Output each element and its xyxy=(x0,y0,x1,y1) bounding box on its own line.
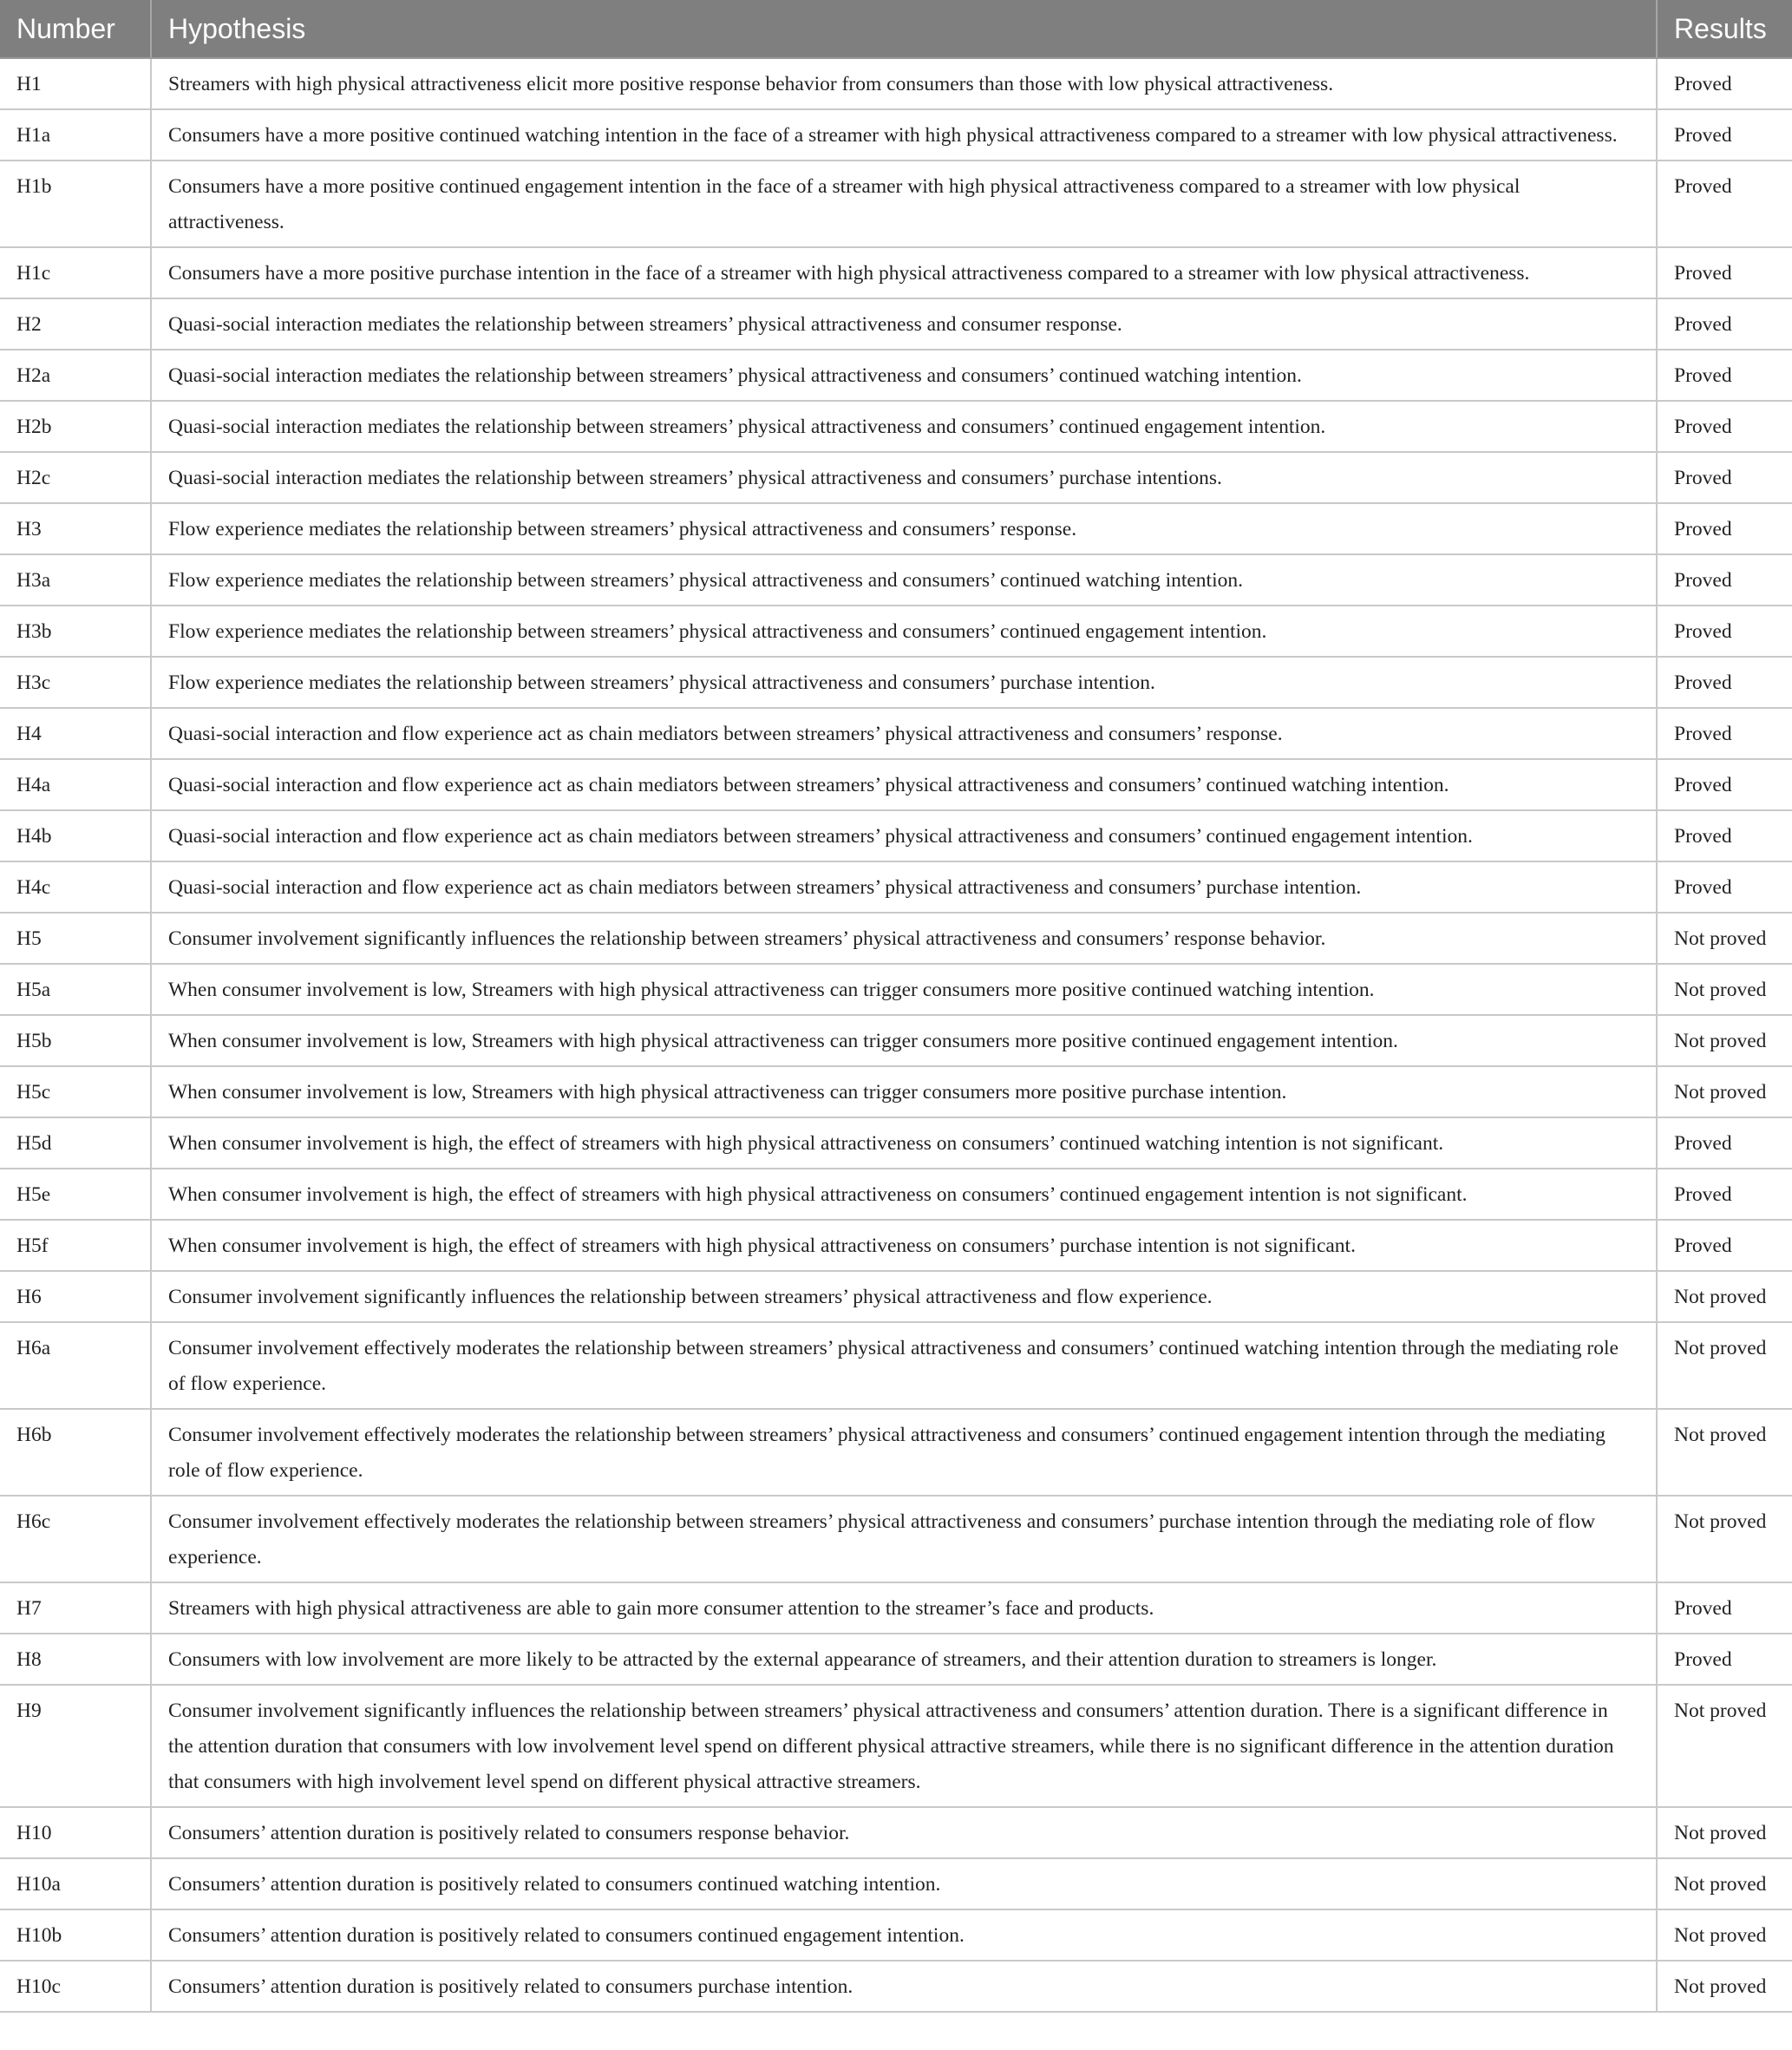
hypothesis-cell: When consumer involvement is low, Streamers with high physical attractiveness can trigger consumers more positive continued engagement intention. xyxy=(151,1015,1657,1066)
table-row xyxy=(0,58,1792,109)
result-cell: Not proved xyxy=(1657,1066,1792,1117)
number-cell: H6b xyxy=(0,1409,151,1496)
number-cell: H1b xyxy=(0,160,151,247)
hypothesis-cell: Flow experience mediates the relationship between streamers’ physical attractiveness and consumers’ purchase intention. xyxy=(151,657,1657,708)
table-row xyxy=(0,708,1792,759)
hypothesis-cell: Consumers have a more positive purchase intention in the face of a streamer with high physical attractiveness compared to a streamer with low physical attractiveness. xyxy=(151,247,1657,298)
result-cell: Not proved xyxy=(1657,1015,1792,1066)
hypothesis-cell: Streamers with high physical attractiveness elicit more positive response behavior from consumers than those with low physical attractiveness. xyxy=(151,58,1657,109)
number-cell: H5f xyxy=(0,1220,151,1271)
result-cell: Not proved xyxy=(1657,1807,1792,1858)
header-results: Results xyxy=(1657,0,1792,58)
number-cell: H6 xyxy=(0,1271,151,1322)
number-cell: H4b xyxy=(0,810,151,861)
result-cell: Not proved xyxy=(1657,1685,1792,1807)
number-cell: H3b xyxy=(0,606,151,657)
result-cell: Not proved xyxy=(1657,1858,1792,1909)
hypothesis-cell: Quasi-social interaction mediates the relationship between streamers’ physical attractiveness and consumers’ purchase intentions. xyxy=(151,452,1657,503)
result-cell: Proved xyxy=(1657,554,1792,606)
number-cell: H7 xyxy=(0,1582,151,1634)
number-cell: H10 xyxy=(0,1807,151,1858)
header-hypothesis: Hypothesis xyxy=(151,0,1657,58)
number-cell: H4a xyxy=(0,759,151,810)
result-cell: Not proved xyxy=(1657,1496,1792,1582)
result-cell: Proved xyxy=(1657,1220,1792,1271)
hypothesis-cell: Flow experience mediates the relationship between streamers’ physical attractiveness and consumers’ continued watching intention. xyxy=(151,554,1657,606)
table-row xyxy=(0,1322,1792,1409)
table-row xyxy=(0,401,1792,452)
hypothesis-cell: Quasi-social interaction mediates the relationship between streamers’ physical attractiveness and consumer response. xyxy=(151,298,1657,350)
number-cell: H2c xyxy=(0,452,151,503)
result-cell: Proved xyxy=(1657,350,1792,401)
hypothesis-cell: Consumers’ attention duration is positively related to consumers continued engagement intention. xyxy=(151,1909,1657,1961)
hypothesis-cell: Quasi-social interaction and flow experience act as chain mediators between streamers’ physical attractiveness and consumers’ continued engagement intention. xyxy=(151,810,1657,861)
result-cell: Proved xyxy=(1657,657,1792,708)
hypothesis-cell: Quasi-social interaction and flow experience act as chain mediators between streamers’ physical attractiveness and consumers’ response. xyxy=(151,708,1657,759)
table-row xyxy=(0,1496,1792,1582)
table-row xyxy=(0,298,1792,350)
hypothesis-cell: Quasi-social interaction and flow experience act as chain mediators between streamers’ physical attractiveness and consumers’ purchase intention. xyxy=(151,861,1657,913)
table-row xyxy=(0,913,1792,964)
header-number: Number xyxy=(0,0,151,58)
table-row xyxy=(0,1409,1792,1496)
number-cell: H5a xyxy=(0,964,151,1015)
table-row xyxy=(0,503,1792,554)
number-cell: H2b xyxy=(0,401,151,452)
result-cell: Proved xyxy=(1657,247,1792,298)
hypothesis-cell: Consumer involvement significantly influences the relationship between streamers’ physical attractiveness and consumers’ response behavior. xyxy=(151,913,1657,964)
number-cell: H3a xyxy=(0,554,151,606)
result-cell: Not proved xyxy=(1657,1909,1792,1961)
table-row xyxy=(0,350,1792,401)
hypothesis-cell: Consumers have a more positive continued watching intention in the face of a streamer with high physical attractiveness compared to a streamer with low physical attractiveness. xyxy=(151,109,1657,160)
result-cell: Proved xyxy=(1657,298,1792,350)
number-cell: H2a xyxy=(0,350,151,401)
number-cell: H4c xyxy=(0,861,151,913)
result-cell: Proved xyxy=(1657,759,1792,810)
hypothesis-cell: Consumers’ attention duration is positively related to consumers continued watching intention. xyxy=(151,1858,1657,1909)
number-cell: H5b xyxy=(0,1015,151,1066)
number-cell: H6a xyxy=(0,1322,151,1409)
hypothesis-cell: Quasi-social interaction and flow experience act as chain mediators between streamers’ physical attractiveness and consumers’ continued watching intention. xyxy=(151,759,1657,810)
result-cell: Proved xyxy=(1657,606,1792,657)
table-body xyxy=(0,58,1792,2012)
hypothesis-cell: Consumer involvement effectively moderates the relationship between streamers’ physical attractiveness and consumers’ purchase intention through the mediating role of flow experience. xyxy=(151,1496,1657,1582)
number-cell: H3c xyxy=(0,657,151,708)
result-cell: Not proved xyxy=(1657,1961,1792,2012)
result-cell: Proved xyxy=(1657,1582,1792,1634)
hypothesis-cell: When consumer involvement is high, the effect of streamers with high physical attractiveness on consumers’ continued watching intention is not significant. xyxy=(151,1117,1657,1169)
hypothesis-cell: Consumers with low involvement are more likely to be attracted by the external appearance of streamers, and their attention duration to streamers is longer. xyxy=(151,1634,1657,1685)
result-cell: Proved xyxy=(1657,1169,1792,1220)
number-cell: H10a xyxy=(0,1858,151,1909)
hypothesis-cell: Consumer involvement significantly influences the relationship between streamers’ physical attractiveness and consumers’ attention duration. There is a significant difference in the attention duration that consumers with low involvement level spend on different physical attractive streamers, while there is no significant difference in the attention duration that consumers with high involvement level spend on different physical attractive streamers. xyxy=(151,1685,1657,1807)
number-cell: H10b xyxy=(0,1909,151,1961)
hypothesis-cell: Consumers have a more positive continued engagement intention in the face of a streamer with high physical attractiveness compared to a streamer with low physical attractiveness. xyxy=(151,160,1657,247)
table-row xyxy=(0,1169,1792,1220)
result-cell: Proved xyxy=(1657,452,1792,503)
table-row xyxy=(0,109,1792,160)
table-row xyxy=(0,759,1792,810)
table-row xyxy=(0,657,1792,708)
number-cell: H5e xyxy=(0,1169,151,1220)
hypothesis-cell: Consumer involvement effectively moderates the relationship between streamers’ physical attractiveness and consumers’ continued engagement intention through the mediating role of flow experience. xyxy=(151,1409,1657,1496)
header-row xyxy=(0,0,1792,58)
hypothesis-cell: Consumer involvement effectively moderates the relationship between streamers’ physical attractiveness and consumers’ continued watching intention through the mediating role of flow experience. xyxy=(151,1322,1657,1409)
result-cell: Proved xyxy=(1657,1117,1792,1169)
table-row xyxy=(0,1634,1792,1685)
table-row xyxy=(0,861,1792,913)
number-cell: H8 xyxy=(0,1634,151,1685)
result-cell: Proved xyxy=(1657,1634,1792,1685)
result-cell: Not proved xyxy=(1657,1271,1792,1322)
hypothesis-cell: Quasi-social interaction mediates the relationship between streamers’ physical attractiveness and consumers’ continued watching intention. xyxy=(151,350,1657,401)
hypothesis-cell: Flow experience mediates the relationship between streamers’ physical attractiveness and consumers’ continued engagement intention. xyxy=(151,606,1657,657)
table-row xyxy=(0,606,1792,657)
result-cell: Proved xyxy=(1657,861,1792,913)
result-cell: Not proved xyxy=(1657,913,1792,964)
hypothesis-cell: Streamers with high physical attractiveness are able to gain more consumer attention to the streamer’s face and products. xyxy=(151,1582,1657,1634)
table-row xyxy=(0,1858,1792,1909)
number-cell: H1 xyxy=(0,58,151,109)
table-row xyxy=(0,1066,1792,1117)
hypothesis-cell: Consumers’ attention duration is positively related to consumers purchase intention. xyxy=(151,1961,1657,2012)
number-cell: H2 xyxy=(0,298,151,350)
result-cell: Proved xyxy=(1657,401,1792,452)
hypothesis-cell: Flow experience mediates the relationship between streamers’ physical attractiveness and consumers’ response. xyxy=(151,503,1657,554)
hypothesis-cell: Quasi-social interaction mediates the relationship between streamers’ physical attractiveness and consumers’ continued engagement intention. xyxy=(151,401,1657,452)
result-cell: Proved xyxy=(1657,58,1792,109)
result-cell: Proved xyxy=(1657,160,1792,247)
table-row xyxy=(0,554,1792,606)
table-row xyxy=(0,810,1792,861)
table-row xyxy=(0,1961,1792,2012)
result-cell: Proved xyxy=(1657,708,1792,759)
hypothesis-cell: When consumer involvement is low, Streamers with high physical attractiveness can trigger consumers more positive continued watching intention. xyxy=(151,964,1657,1015)
number-cell: H9 xyxy=(0,1685,151,1807)
table-row xyxy=(0,1685,1792,1807)
table-row xyxy=(0,160,1792,247)
table-header xyxy=(0,0,1792,58)
table-row xyxy=(0,964,1792,1015)
hypothesis-cell: Consumer involvement significantly influences the relationship between streamers’ physical attractiveness and flow experience. xyxy=(151,1271,1657,1322)
table-row xyxy=(0,1220,1792,1271)
number-cell: H1a xyxy=(0,109,151,160)
table-row xyxy=(0,247,1792,298)
number-cell: H5 xyxy=(0,913,151,964)
table-row xyxy=(0,1117,1792,1169)
result-cell: Proved xyxy=(1657,109,1792,160)
hypothesis-cell: When consumer involvement is high, the effect of streamers with high physical attractiveness on consumers’ purchase intention is not significant. xyxy=(151,1220,1657,1271)
hypothesis-cell: Consumers’ attention duration is positively related to consumers response behavior. xyxy=(151,1807,1657,1858)
table-row xyxy=(0,1015,1792,1066)
table-row xyxy=(0,452,1792,503)
number-cell: H10c xyxy=(0,1961,151,2012)
result-cell: Not proved xyxy=(1657,964,1792,1015)
number-cell: H6c xyxy=(0,1496,151,1582)
number-cell: H3 xyxy=(0,503,151,554)
number-cell: H4 xyxy=(0,708,151,759)
table-row xyxy=(0,1909,1792,1961)
result-cell: Not proved xyxy=(1657,1322,1792,1409)
result-cell: Not proved xyxy=(1657,1409,1792,1496)
table-row xyxy=(0,1582,1792,1634)
table-row xyxy=(0,1807,1792,1858)
table-row xyxy=(0,1271,1792,1322)
number-cell: H5c xyxy=(0,1066,151,1117)
hypothesis-cell: When consumer involvement is low, Streamers with high physical attractiveness can trigger consumers more positive purchase intention. xyxy=(151,1066,1657,1117)
number-cell: H1c xyxy=(0,247,151,298)
hypothesis-cell: When consumer involvement is high, the effect of streamers with high physical attractiveness on consumers’ continued engagement intention is not significant. xyxy=(151,1169,1657,1220)
number-cell: H5d xyxy=(0,1117,151,1169)
result-cell: Proved xyxy=(1657,810,1792,861)
result-cell: Proved xyxy=(1657,503,1792,554)
